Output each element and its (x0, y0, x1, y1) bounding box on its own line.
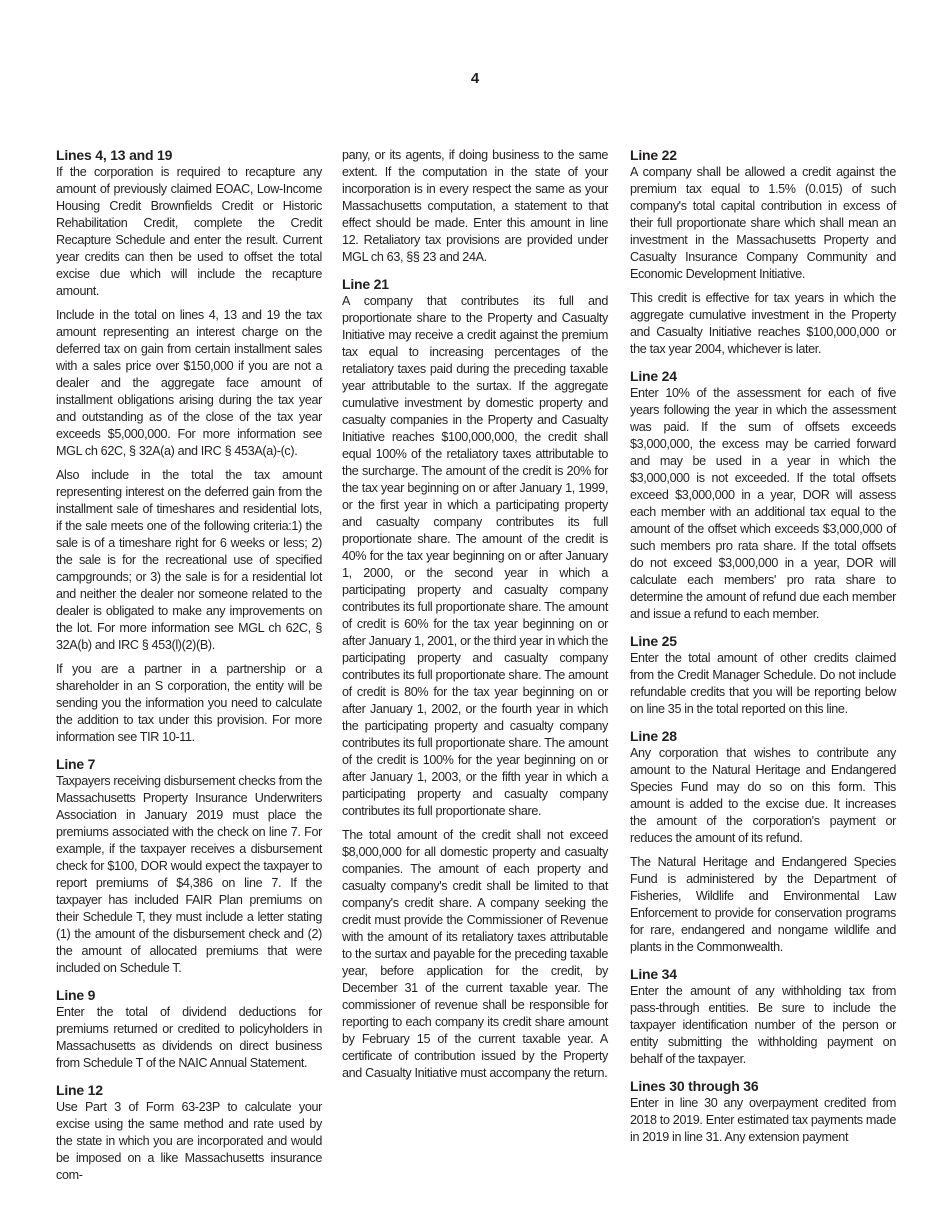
section-heading: Line 28 (630, 728, 677, 744)
paragraph: Taxpayers receiving disbursement checks from the Massachusetts Property Insurance Underwriters Association in January 2019 must place the premiums associated with the check on line 7. For example, if the taxpayer receives a disbursement check for $100, DOR would expect the taxpayer to report premiums of $4,386 on line 7. If the taxpayer has included FAIR Plan premiums on their Schedule T, they must include a letter stating (1) the amount of the disbursement check and (2) the amount of allocated premiums that were included on Schedule T. (56, 774, 322, 975)
section-continuation (342, 147, 608, 266)
paragraph: A company that contributes its full and proportionate share to the Property and Casualty Initiative may receive a credit against the premium tax equal to increasing percentages of the retaliatory taxes paid during the preceding taxable year attributable to the surtax. If the aggregate cumulative investment by domestic property and casualty companies in the Property and Casualty Initiative reaches $100,000,000, the credit shall equal 100% of the retaliatory taxes attributable to the surcharge. The amount of the credit is 20% for the tax year beginning on or after January 1, 1999, or the first year in which a participating property and casualty company contributes its full proportionate share. The amount of the credit is 40% for the tax year beginning on or after January 1, 2000, or the second year in which a participating property and casualty company contributes its full proportionate share. The amount of credit is 60% for the tax year beginning on or after January 1, 2001, or the third year in which the participating property and casualty company contributes its full proportionate share. The amount of credit is 80% for the tax year beginning on or after January 1, 2002, or the fourth year in which the participating property and casualty company contributes its full proportionate share. The amount of the credit is 100% for the year beginning on or after January 1, 2003, or the fifth year in which a participating property and casualty company contributes its full proportionate share. (342, 294, 608, 818)
paragraph: Any corporation that wishes to contribute any amount to the Natural Heritage and Endangered Species Fund may do so on this form. This amount is added to the excise due. It increases the amount of the corporation's payment or reduces the amount of its refund. (630, 746, 896, 845)
section-heading: Line 22 (630, 147, 677, 163)
text-column-middle (342, 147, 608, 1092)
section-heading: Line 25 (630, 633, 677, 649)
section-line-25 (630, 633, 896, 718)
paragraph: This credit is effective for tax years in which the aggregate cumulative investment in the Property and Casualty Initiative reaches $100,000,000 or the tax year 2004, whichever is later. (630, 291, 896, 356)
paragraph: The Natural Heritage and Endangered Species Fund is administered by the Department of Fisheries, Wildlife and Environmental Law Enforcement to provide for conservation programs for rare, endangered and nongame wildlife and plants in the Commonwealth. (630, 855, 896, 954)
section-line-34 (630, 966, 896, 1068)
section-line-22 (630, 147, 896, 358)
section-heading: Line 9 (56, 987, 96, 1003)
section-lines-30-through-36 (630, 1078, 896, 1146)
paragraph: A company shall be allowed a credit against the premium tax equal to 1.5% (0.015) of such company's total capital contribution in excess of their full proportionate share which shall mean an investment in the Massachusetts Property and Casualty Insurance Company Community and Economic Development Initiative. (630, 165, 896, 281)
paragraph: Also include in the total the tax amount representing interest on the deferred gain from the installment sale of timeshares and residential lots, if the sale meets one of the following criteria:1) the sale is of a timeshare right for 6 weeks or less; 2) the sale is for the recreational use of specified campgrounds; or 3) the sale is for a residential lot and neither the dealer nor someone related to the dealer is obligated to make any improvements on the lot. For more information see MGL ch 62C, § 32A(b) and IRC § 453(l)(2)(B). (56, 468, 322, 652)
paragraph: Include in the total on lines 4, 13 and 19 the tax amount representing an interest charge on the deferred tax on gain from certain installment sales with a sales price over $150,000 if you are not a dealer and the aggregate face amount of installment obligations arising during the tax year and outstanding as of the close of the tax year exceeds $5,000,000. For more information see MGL ch 62C, § 32A(a) and IRC § 453A(a)-(c). (56, 308, 322, 458)
paragraph: The total amount of the credit shall not exceed $8,000,000 for all domestic property and casualty companies. The amount of each property and casualty company's credit shall be limited to that company's credit share. A company seeking the credit must provide the Commissioner of Revenue with the amount of its retaliatory taxes attributable to the surtax and payable for the preceding taxable year, before application for the credit, by December 31 of the current taxable year. The commissioner of revenue shall be responsible for reporting to each company its credit share amount by February 15 of the current taxable year. A certificate of contribution issued by the Property and Casualty Initiative must accompany the return. (342, 828, 608, 1080)
section-line-12 (56, 1082, 322, 1184)
section-lines-4-13-and-19 (56, 147, 322, 746)
paragraph: Enter the total of dividend deductions for premiums returned or credited to policyholders in Massachusetts as dividends on direct business from Schedule T of the NAIC Annual Statement. (56, 1005, 322, 1070)
section-line-9 (56, 987, 322, 1072)
section-heading: Line 7 (56, 756, 96, 772)
paragraph: If you are a partner in a partnership or a shareholder in an S corporation, the entity will be sending you the information you need to calculate the addition to tax under this provision. For more information see TIR 10-11. (56, 662, 322, 744)
paragraph: Enter in line 30 any overpayment credited from 2018 to 2019. Enter estimated tax payments made in 2019 in line 31. Any extension payment (630, 1096, 896, 1144)
section-heading: Line 21 (342, 276, 389, 292)
section-line-21 (342, 276, 608, 1082)
paragraph: Use Part 3 of Form 63-23P to calculate your excise using the same method and rate used by the state in which you are incorporated and would be imposed on a like Massachusetts insurance com- (56, 1100, 322, 1182)
page-number: 4 (470, 70, 480, 87)
text-column-right (630, 147, 896, 1156)
paragraph: If the corporation is required to recapture any amount of previously claimed EOAC, Low-Income Housing Credit Brownfields Credit or Historic Rehabilitation Credit, complete the Credit Recapture Schedule and enter the result. Current year credits can then be used to offset the total excise due which will include the recapture amount. (56, 165, 322, 298)
section-line-28 (630, 728, 896, 956)
section-heading: Lines 4, 13 and 19 (56, 147, 173, 163)
paragraph: Enter 10% of the assessment for each of five years following the year in which the assessment was paid. If the sum of offsets exceeds $3,000,000, the excess may be carried forward and may be used in a year in which the $3,000,000 is not exceeded. If the total offsets exceed $3,000,000 in a year, DOR will assess each member with an additional tax equal to the amount of the offset which exceeds $3,000,000 of such members pro rata share. If the total offsets do not exceed $3,000,000 in a year, DOR will calculate each members' pro rata share to determine the amount of refund due each member and issue a refund to each member. (630, 386, 896, 621)
section-heading: Line 34 (630, 966, 677, 982)
paragraph: pany, or its agents, if doing business to the same extent. If the computation in the state of your incorporation is in every respect the same as your Massachusetts computation, a statement to that effect should be made. Enter this amount in line 12. Retaliatory tax provisions are provided under MGL ch 63, §§ 23 and 24A. (342, 148, 608, 264)
section-heading: Lines 30 through 36 (630, 1078, 759, 1094)
text-column-left (56, 147, 322, 1194)
paragraph: Enter the amount of any withholding tax from pass-through entities. Be sure to include the taxpayer identification number of the person or entity submitting the withholding payment on behalf of the taxpayer. (630, 984, 896, 1066)
section-line-7 (56, 756, 322, 977)
section-line-24 (630, 368, 896, 623)
section-heading: Line 24 (630, 368, 677, 384)
section-heading: Line 12 (56, 1082, 103, 1098)
paragraph: Enter the total amount of other credits claimed from the Credit Manager Schedule. Do not include refundable credits that you will be reporting below on line 35 in the total reported on this line. (630, 651, 896, 716)
